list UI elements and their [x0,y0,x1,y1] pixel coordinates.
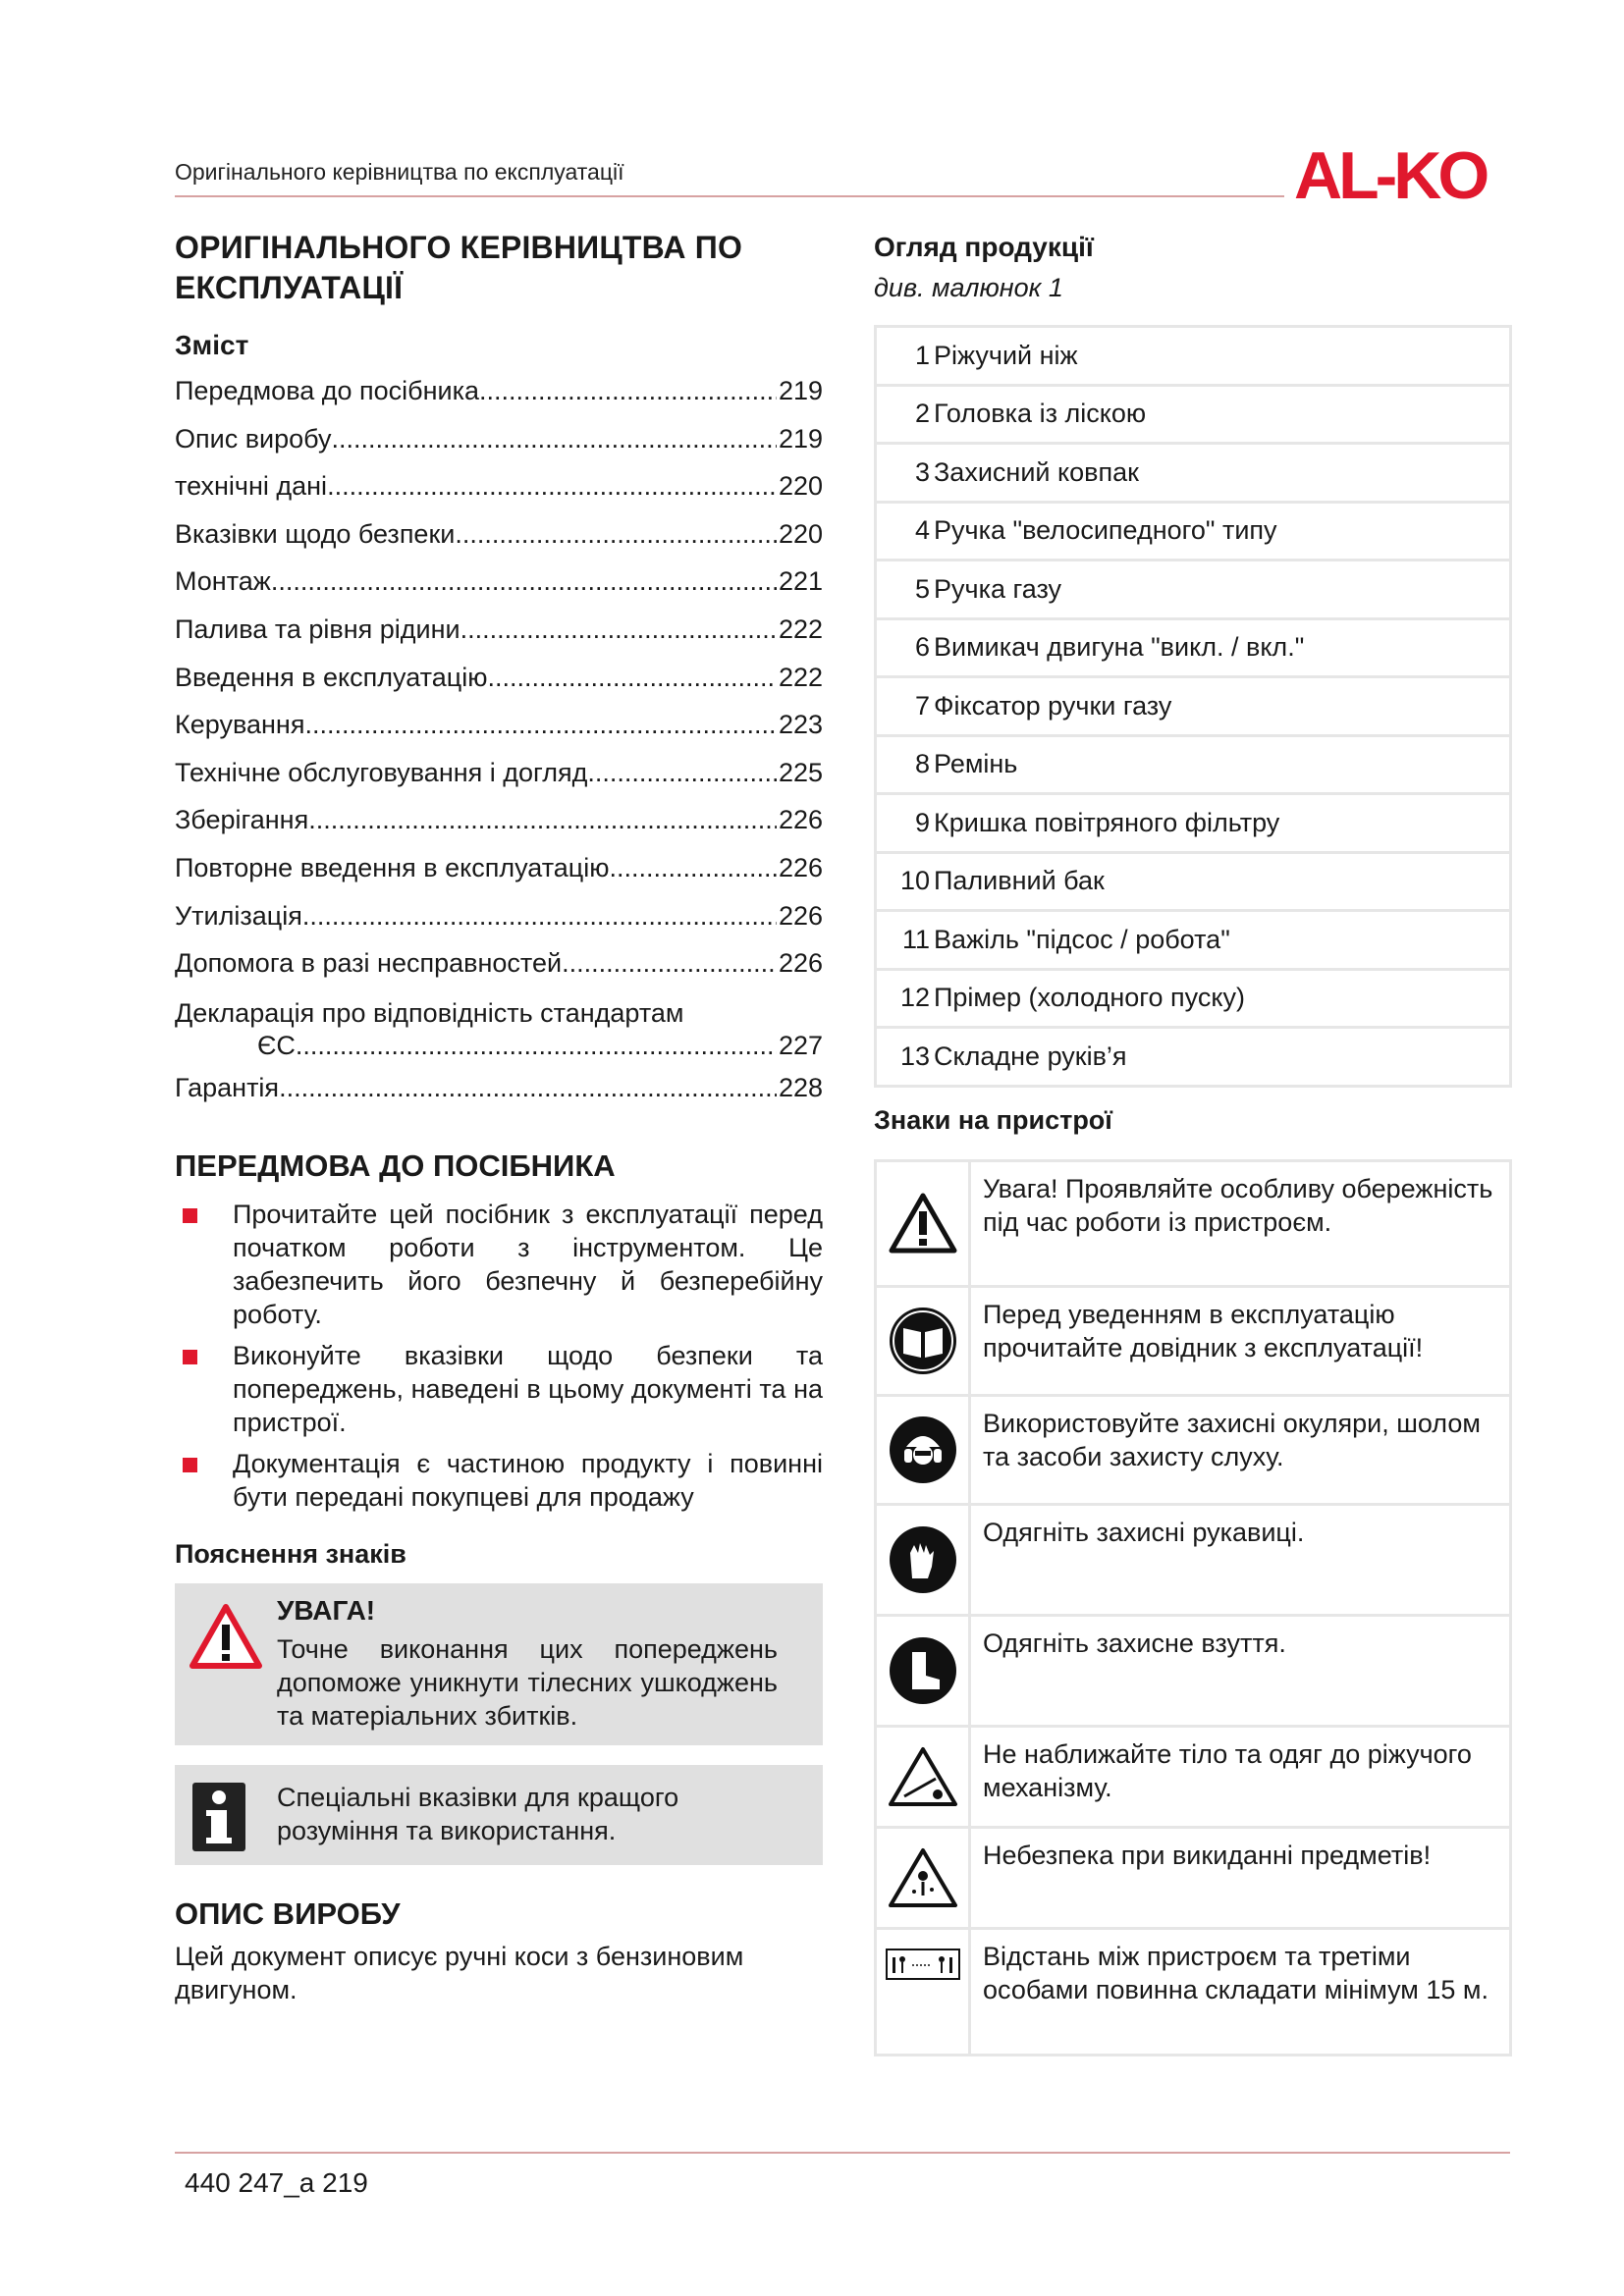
overview-subtitle: див. малюнок 1 [874,273,1063,302]
toc-item[interactable]: Керування ..... 223 [175,701,823,749]
toc-item[interactable]: Повторне введення в експлуатацію ..... 226 [175,844,823,892]
bullet-marker-icon [183,1350,197,1364]
table-row: 11 Важіль "підсос / робота" [877,912,1509,971]
table-row: Увага! Проявляйте особливу обережність під час роботи із пристроєм. [877,1162,1509,1288]
table-row: Небезпека при викиданні предметів! [877,1829,1509,1930]
right-column [874,228,1512,2056]
toc-title: Зміст [175,330,249,360]
signs-explanation-heading: Пояснення знаків [175,1539,406,1570]
bullet-item: Виконуйте вказівки щодо безпеки та попереджень, наведені в цьому документі та на пристрої. [175,1339,823,1439]
info-note [175,1765,823,1865]
description-heading: ОПИС ВИРОБУ [175,1896,401,1932]
read-manual-icon [887,1305,959,1377]
device-signs-table [874,1159,1512,2056]
warning-triangle-icon [189,1603,263,1670]
gloves-icon [887,1523,959,1596]
bullet-marker-icon [183,1208,197,1223]
table-row: 5 Ручка газу [877,561,1509,620]
bullet-item: Прочитайте цей посібник з експлуатації перед початком роботи з інструментом. Це забезпечить його безпечну й безперебійну роботу. [175,1198,823,1331]
table-of-contents [175,367,823,1111]
table-row: 8 Ремінь [877,737,1509,796]
bullet-marker-icon [183,1458,197,1472]
brand-logo [1294,135,1510,209]
table-row: 3 Захисний ковпак [877,445,1509,504]
table-row: Одягніть захисне взуття. [877,1617,1509,1728]
logo-text: AL-KO [1294,138,1487,209]
table-row: Використовуйте захисні окуляри, шолом та засоби захисту слуху. [877,1397,1509,1506]
head-protection-icon [887,1414,959,1486]
header-divider [175,195,1284,197]
toc-item[interactable]: Палива та рівня рідини ..... 222 [175,606,823,654]
left-column [175,228,823,2006]
cutting-hazard-icon [887,1745,959,1808]
table-row: 2 Головка із ліскою [877,387,1509,446]
table-row: Не наближайте тіло та одяг до ріжучого механізму. [877,1728,1509,1829]
table-row: 7 Фіксатор ручки газу [877,678,1509,737]
toc-item[interactable]: Опис виробу ..... 219 [175,415,823,463]
toc-item[interactable]: Зберігання ..... 226 [175,796,823,844]
description-text: Цей документ описує ручні коси з бензиновим двигуном. [175,1942,744,2005]
info-text: Спеціальні вказівки для кращого розуміння та використання. [277,1783,679,1846]
toc-item[interactable]: Утилізація ..... 226 [175,892,823,940]
toc-item[interactable]: Передмова до посібника ..... 219 [175,367,823,415]
header-title: Оригінального керівництва по експлуатації [175,159,624,185]
table-row: Відстань між пристроєм та третіми особами повинна складати мінімум 15 м. [877,1930,1509,2054]
parts-table [874,325,1512,1088]
table-row: 1 Ріжучий ніж [877,328,1509,387]
toc-item[interactable]: Монтаж ..... 221 [175,558,823,606]
page-title: ОРИГІНАЛЬНОГО КЕРІВНИЦТВА ПО ЕКСПЛУАТАЦІЇ [175,230,743,305]
table-row: 4 Ручка "велосипедного" типу [877,504,1509,562]
toc-item[interactable]: технічні дані ..... 220 [175,462,823,510]
bullet-item: Документація є частиною продукту і повинні бути передані покупцеві для продажу [175,1447,823,1514]
warning-text: Точне виконання цих попереджень допоможе уникнути тілесних ушкоджень та матеріальних збитків. [277,1634,778,1732]
table-row: 12 Прімер (холодного пуску) [877,971,1509,1030]
warning-triangle-icon [888,1192,958,1255]
table-row: Перед уведенням в експлуатацію прочитайте довідник з експлуатації! [877,1288,1509,1397]
footer-divider [175,2152,1510,2154]
toc-item[interactable]: Вказівки щодо безпеки ..... 220 [175,510,823,559]
table-row: 10 Паливний бак [877,854,1509,913]
toc-item[interactable]: Технічне обслуговування і догляд ..... 225 [175,749,823,797]
toc-item[interactable]: Введення в експлуатацію ..... 222 [175,654,823,702]
table-row: Одягніть захисні рукавиці. [877,1506,1509,1617]
info-icon [192,1783,245,1851]
table-row: 6 Вимикач двигуна "викл. / вкл." [877,620,1509,679]
warning-title: УВАГА! [277,1595,376,1627]
foreword-heading: ПЕРЕДМОВА ДО ПОСІБНИКА [175,1148,616,1184]
thrown-objects-icon [887,1846,959,1909]
overview-heading: Огляд продукції [874,232,1094,262]
device-signs-heading: Знаки на пристрої [874,1104,1112,1135]
table-row: 13 Складне руків’я [899,1041,1127,1071]
footer-page-number: 440 247_a 219 [185,2167,368,2198]
toc-item[interactable]: Допомога в разі несправностей ..... 226 [175,939,823,988]
toc-item-declaration[interactable]: Декларація про відповідність стандартам ЄС ..... 227 [175,997,823,1062]
toc-item[interactable]: Гарантія ..... 228 [175,1064,823,1112]
table-row: 9 Кришка повітряного фільтру [877,795,1509,854]
distance-icon [885,1948,961,1981]
boots-icon [887,1634,959,1707]
warning-note [175,1583,823,1745]
